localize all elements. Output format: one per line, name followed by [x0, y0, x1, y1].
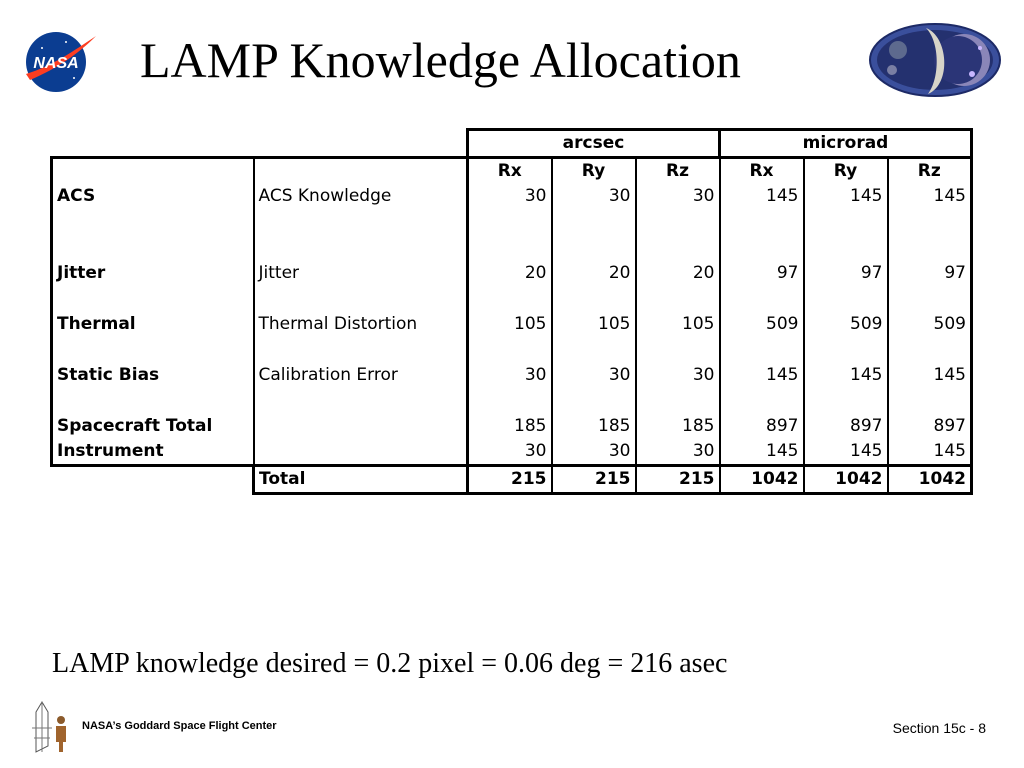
cell-value: 30	[552, 439, 636, 466]
cell-value: 145	[804, 439, 888, 466]
cell-value: 145	[804, 184, 888, 209]
sub-header-row	[52, 158, 972, 185]
row-item: Thermal Distortion	[254, 312, 468, 337]
lamp-mission-logo	[868, 22, 1002, 98]
row-item	[254, 414, 468, 439]
spacer-row	[52, 388, 972, 414]
cell-value: 185	[468, 414, 552, 439]
slide-title: LAMP Knowledge Allocation	[140, 32, 741, 88]
group-header-arcsec: arcsec	[468, 130, 720, 158]
cell-value: 30	[636, 363, 720, 388]
row-item: ACS Knowledge	[254, 184, 468, 209]
cell-value: 30	[636, 184, 720, 209]
cell-value: 30	[636, 439, 720, 466]
cell-value: 105	[468, 312, 552, 337]
row-name: Instrument	[52, 439, 254, 466]
cell-value: 97	[804, 261, 888, 286]
total-label: Total	[254, 466, 468, 494]
row-item	[254, 439, 468, 466]
group-header-row	[52, 130, 972, 158]
knowledge-allocation-table-wrap	[50, 128, 973, 495]
spacer-row	[52, 337, 972, 363]
nasa-logo-text: NASA	[33, 55, 79, 72]
table-row	[52, 261, 972, 286]
row-name: ACS	[52, 184, 254, 209]
cell-value: 509	[720, 312, 804, 337]
cell-value: 30	[468, 184, 552, 209]
cell-value: 20	[636, 261, 720, 286]
cell-value: 97	[720, 261, 804, 286]
nasa-logo	[22, 30, 98, 94]
row-item: Jitter	[254, 261, 468, 286]
cell-value: 509	[804, 312, 888, 337]
cell-value: 30	[552, 363, 636, 388]
cell-value: 145	[720, 184, 804, 209]
knowledge-allocation-table	[50, 128, 973, 495]
cell-value: 145	[720, 363, 804, 388]
sub-header-ry: Ry	[804, 158, 888, 185]
cell-value: 897	[888, 414, 972, 439]
footer-page-number: Section 15c - 8	[892, 720, 986, 736]
table-row	[52, 439, 972, 466]
cell-value: 20	[468, 261, 552, 286]
cell-value: 30	[468, 439, 552, 466]
cell-value: 105	[552, 312, 636, 337]
total-value: 215	[636, 466, 720, 494]
cell-value: 105	[636, 312, 720, 337]
row-name: Static Bias	[52, 363, 254, 388]
cell-value: 145	[720, 439, 804, 466]
spacer-row	[52, 235, 972, 261]
cell-value: 897	[804, 414, 888, 439]
cell-value: 20	[552, 261, 636, 286]
sub-header-rx: Rx	[468, 158, 552, 185]
cell-value: 145	[888, 184, 972, 209]
cell-value: 897	[720, 414, 804, 439]
spacer-row	[52, 209, 972, 235]
group-header-microrad: microrad	[720, 130, 972, 158]
cell-value: 145	[804, 363, 888, 388]
sub-header-rx: Rx	[720, 158, 804, 185]
cell-value: 509	[888, 312, 972, 337]
sub-header-ry: Ry	[552, 158, 636, 185]
sub-header-rz: Rz	[636, 158, 720, 185]
spacer-row	[52, 286, 972, 312]
sub-header-rz: Rz	[888, 158, 972, 185]
row-name: Jitter	[52, 261, 254, 286]
table-row	[52, 312, 972, 337]
row-item: Calibration Error	[254, 363, 468, 388]
cell-value: 145	[888, 439, 972, 466]
table-row	[52, 184, 972, 209]
cell-value: 185	[552, 414, 636, 439]
total-value: 1042	[888, 466, 972, 494]
knowledge-desired-statement: LAMP knowledge desired = 0.2 pixel = 0.06 deg = 216 asec	[52, 648, 728, 679]
cell-value: 185	[636, 414, 720, 439]
row-name: Spacecraft Total	[52, 414, 254, 439]
total-value: 1042	[720, 466, 804, 494]
total-value: 215	[552, 466, 636, 494]
cell-value: 30	[468, 363, 552, 388]
total-value: 1042	[804, 466, 888, 494]
total-row	[52, 466, 972, 494]
goddard-emblem-icon	[28, 698, 74, 754]
table-row	[52, 414, 972, 439]
table-row	[52, 363, 972, 388]
cell-value: 30	[552, 184, 636, 209]
cell-value: 145	[888, 363, 972, 388]
row-name: Thermal	[52, 312, 254, 337]
total-value: 215	[468, 466, 552, 494]
footer-org-name: NASA’s Goddard Space Flight Center	[82, 720, 277, 732]
cell-value: 97	[888, 261, 972, 286]
